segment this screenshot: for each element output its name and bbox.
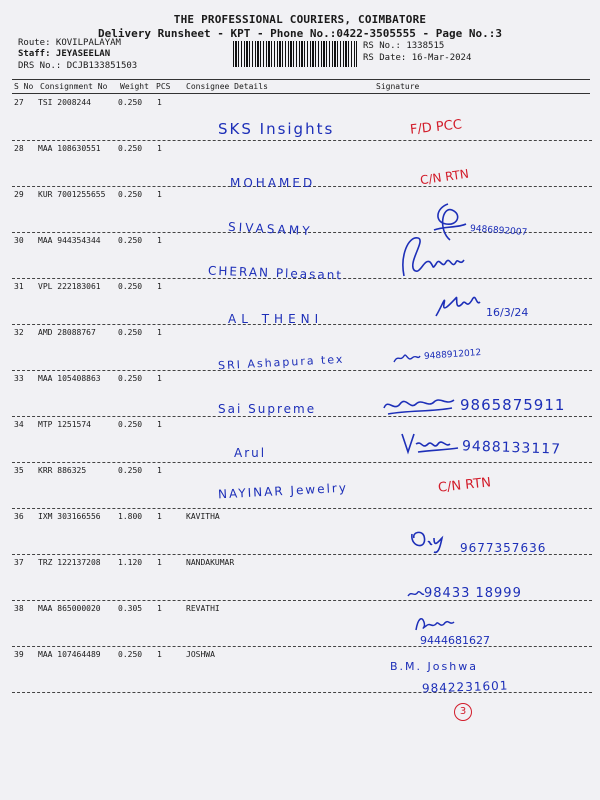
barcode [233, 41, 357, 67]
row-divider [12, 508, 592, 509]
cell-pcs: 1 [157, 512, 162, 521]
col-consignee: Consignee Details [186, 82, 268, 91]
cell-weight: 0.250 [118, 98, 143, 107]
cell-weight: 0.250 [118, 374, 143, 383]
cell-consignment: MAA 944354344 [38, 236, 101, 245]
cell-consignment: MAA 107464489 [38, 650, 101, 659]
cell-pcs: 1 [157, 282, 162, 291]
hw-name-29: SIVASAMY [227, 219, 313, 239]
cell-pcs: 1 [157, 558, 162, 567]
cell-weight: 0.250 [118, 420, 143, 429]
page-mark-circle: 3 [454, 703, 472, 721]
row-divider [12, 646, 592, 647]
cell-consignee: NANDAKUMAR [186, 558, 235, 567]
cell-consignee: REVATHI [186, 604, 220, 613]
cell-sno: 34 [14, 420, 24, 429]
hw-phone-39: 9842231601 [421, 678, 509, 696]
row-divider [12, 370, 592, 371]
row-divider [12, 462, 592, 463]
cell-consignment: MAA 105408863 [38, 374, 101, 383]
hw-name-34: Arul [234, 446, 267, 460]
signature-34 [398, 430, 460, 456]
route-label: Route: KOVILPALAYAM [18, 38, 121, 48]
hw-phone-38: 9444681627 [420, 634, 490, 647]
cell-consignee: KAVITHA [186, 512, 220, 521]
signature-38 [412, 612, 456, 634]
hw-name-35: NAYINAR Jewelry [217, 480, 349, 502]
hw-note-27: F/D PCC [409, 117, 463, 138]
cell-sno: 30 [14, 236, 24, 245]
hw-name-32: SRI Ashapura tex [217, 352, 345, 373]
hw-date-31: 16/3/24 [486, 306, 529, 319]
cell-sno: 31 [14, 282, 24, 291]
cell-weight: 0.305 [118, 604, 143, 613]
cell-weight: 1.800 [118, 512, 143, 521]
hw-phone-37: 98433 18999 [424, 586, 522, 601]
cell-consignment: VPL 222183061 [38, 282, 101, 291]
cell-weight: 0.250 [118, 282, 143, 291]
signature-30 [394, 226, 466, 282]
cell-sno: 27 [14, 98, 24, 107]
cell-sno: 33 [14, 374, 24, 383]
cell-consignment: TRZ 122137208 [38, 558, 101, 567]
hw-phone-32: 9488912012 [423, 348, 482, 362]
hw-name-28: MOHAMED [230, 176, 316, 190]
col-weight: Weight [120, 82, 149, 91]
cell-pcs: 1 [157, 650, 162, 659]
cell-sno: 28 [14, 144, 24, 153]
cell-pcs: 1 [157, 466, 162, 475]
cell-pcs: 1 [157, 98, 162, 107]
hw-phone-33: 9865875911 [460, 396, 566, 414]
cell-sno: 39 [14, 650, 24, 659]
cell-weight: 0.250 [118, 650, 143, 659]
cell-weight: 0.250 [118, 328, 143, 337]
cell-pcs: 1 [157, 604, 162, 613]
cell-pcs: 1 [157, 236, 162, 245]
cell-consignment: KRR 886325 [38, 466, 87, 475]
rs-number: RS No.: 1338515 [363, 41, 445, 51]
cell-consignment: MAA 865000020 [38, 604, 101, 613]
hw-phone-34: 9488133117 [461, 438, 562, 458]
col-pcs: PCS [156, 82, 171, 91]
company-title: THE PROFESSIONAL COURIERS, COIMBATORE [173, 13, 427, 26]
hw-phone-29: 9486892007 [469, 224, 528, 238]
table-row [0, 602, 600, 648]
cell-sno: 37 [14, 558, 24, 567]
cell-consignment: IXM 303166556 [38, 512, 101, 521]
row-divider [12, 416, 592, 417]
cell-consignment: TSI 2008244 [38, 98, 91, 107]
hw-name-27: SKS Insights [218, 120, 335, 138]
header-rule-bottom [12, 93, 590, 94]
cell-pcs: 1 [157, 374, 162, 383]
cell-weight: 0.250 [118, 144, 143, 153]
col-signature: Signature [376, 82, 420, 91]
hw-name-39: B.M. Joshwa [390, 660, 478, 673]
cell-consignment: MTP 1251574 [38, 420, 91, 429]
cell-weight: 0.250 [118, 236, 143, 245]
hw-note-35: C/N RTN [437, 475, 492, 496]
cell-pcs: 1 [157, 420, 162, 429]
row-divider [12, 140, 592, 141]
hw-name-30: CHERAN Pleasant [207, 263, 344, 283]
signature-32 [392, 350, 422, 366]
cell-weight: 1.120 [118, 558, 143, 567]
cell-weight: 0.250 [118, 466, 143, 475]
cell-sno: 35 [14, 466, 24, 475]
table-row [0, 648, 600, 694]
signature-31 [432, 286, 482, 322]
cell-consignment: KUR 7001255655 [38, 190, 106, 199]
hw-note-28: C/N RTN [419, 166, 470, 188]
signature-33 [380, 390, 458, 418]
col-consignment: Consignment No [40, 82, 108, 91]
cell-consignment: AMD 28088767 [38, 328, 96, 337]
rs-date: RS Date: 16-Mar-2024 [363, 53, 472, 63]
hw-name-31: AL THENI [228, 312, 324, 326]
cell-consignee: JOSHWA [186, 650, 215, 659]
cell-weight: 0.250 [118, 190, 143, 199]
cell-sno: 36 [14, 512, 24, 521]
header-rule-top [12, 79, 590, 80]
signature-36 [408, 528, 446, 554]
cell-sno: 32 [14, 328, 24, 337]
hw-name-33: Sai Supreme [218, 402, 317, 416]
cell-pcs: 1 [157, 144, 162, 153]
cell-sno: 38 [14, 604, 24, 613]
staff-label: Staff: JEYASEELAN [18, 49, 111, 59]
cell-pcs: 1 [157, 328, 162, 337]
signature-37 [406, 588, 426, 600]
drs-number: DRS No.: DCJB133851503 [18, 61, 138, 71]
cell-consignment: MAA 108630551 [38, 144, 101, 153]
hw-phone-36: 9677357636 [460, 541, 547, 555]
runsheet-subtitle: Delivery Runsheet - KPT - Phone No.:0422-3505555 - Page No.:3 [98, 27, 502, 40]
col-sno: S No [14, 82, 34, 91]
cell-pcs: 1 [157, 190, 162, 199]
cell-sno: 29 [14, 190, 24, 199]
